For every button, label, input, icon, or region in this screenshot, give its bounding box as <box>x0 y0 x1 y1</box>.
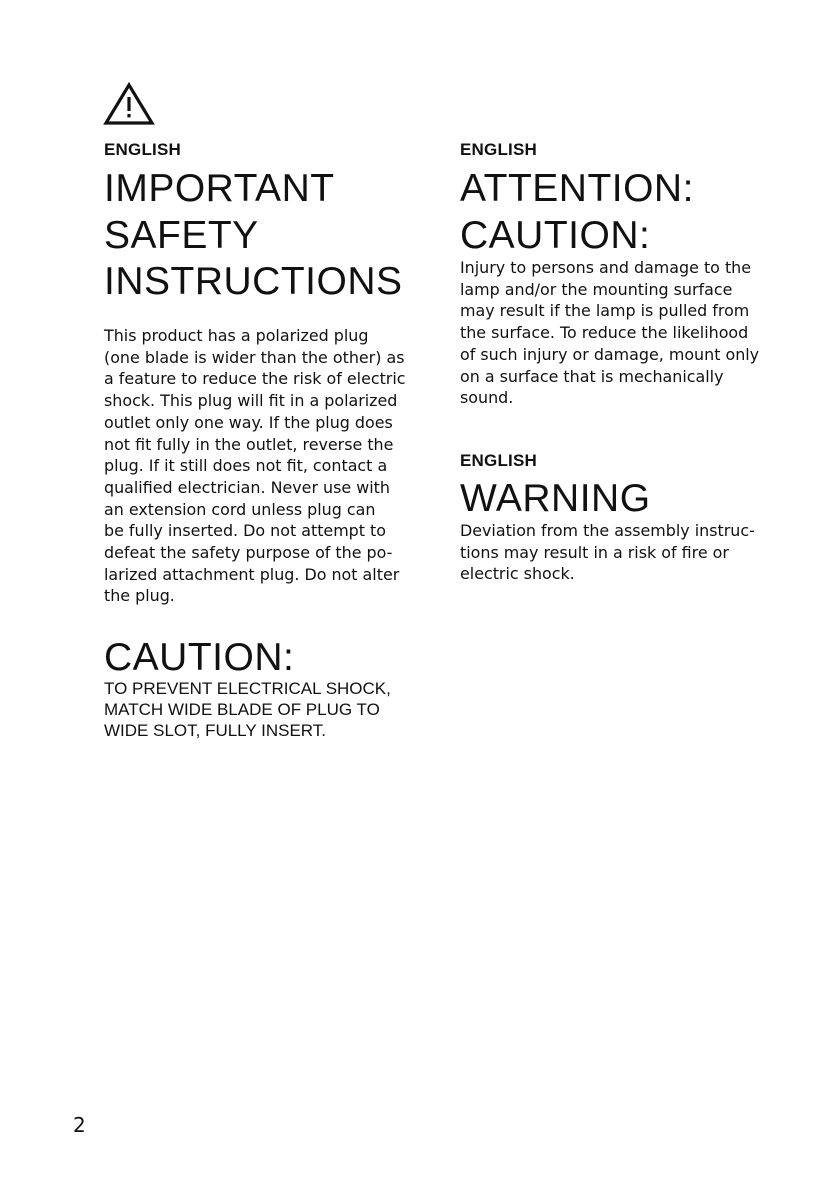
mounting-caution-text <box>460 257 759 409</box>
body-line: lamp and/or the mounting surface <box>460 279 733 299</box>
body-line: of such injury or damage, mount only <box>460 344 760 364</box>
page-number: 2 <box>73 1113 86 1137</box>
body-line: defeat the safety purpose of the po- <box>104 543 393 563</box>
warning-heading: WARNING <box>460 477 651 520</box>
body-line: tions may result in a risk of fire or <box>460 542 729 562</box>
body-line: sound. <box>460 388 514 408</box>
body-line: the surface. To reduce the likelihood <box>460 323 749 343</box>
body-line: Injury to persons and damage to the <box>460 258 752 277</box>
right-language-label-2: ENGLISH <box>460 451 537 470</box>
body-line: a feature to reduce the risk of electric <box>104 369 406 389</box>
caution-text <box>104 678 391 742</box>
body-line: Deviation from the assembly instruc- <box>460 521 755 540</box>
caution-heading: CAUTION: <box>104 636 295 679</box>
body-line: qualified electrician. Never use with <box>104 477 390 497</box>
heading-line: CAUTION: <box>460 213 651 257</box>
caution-line: WIDE SLOT, FULLY INSERT. <box>104 721 327 741</box>
body-line: be fully inserted. Do not attempt to <box>104 521 386 541</box>
right-language-label-1: ENGLISH <box>460 140 537 159</box>
caution-line: TO PREVENT ELECTRICAL SHOCK, <box>104 679 391 698</box>
body-line: plug. If it still does not fit, contact a <box>104 456 388 476</box>
body-line: larized attachment plug. Do not alter <box>104 564 400 584</box>
body-line: may result if the lamp is pulled from <box>460 301 750 321</box>
body-line: an extension cord unless plug can <box>104 499 376 519</box>
heading-line: SAFETY <box>104 213 259 257</box>
body-line: outlet only one way. If the plug does <box>104 412 393 432</box>
assembly-warning-text <box>460 520 755 585</box>
attention-caution-heading <box>460 166 694 259</box>
heading-line: ATTENTION: <box>460 167 694 210</box>
body-line: electric shock. <box>460 564 575 584</box>
warning-triangle-icon <box>103 82 155 126</box>
heading-line: INSTRUCTIONS <box>104 260 403 303</box>
caution-line: MATCH WIDE BLADE OF PLUG TO <box>104 700 380 720</box>
body-line: not fit fully in the outlet, reverse the <box>104 434 394 454</box>
body-line: the plug. <box>104 586 175 606</box>
body-line: This product has a polarized plug <box>104 326 369 345</box>
left-language-label: ENGLISH <box>104 140 181 159</box>
heading-line: IMPORTANT <box>104 167 335 210</box>
body-line: (one blade is wider than the other) as <box>104 347 405 367</box>
body-line: on a surface that is mechanically <box>460 366 724 386</box>
important-safety-heading <box>104 166 403 306</box>
body-line: shock. This plug will fit in a polarized <box>104 391 398 411</box>
polarized-plug-text <box>104 325 406 607</box>
